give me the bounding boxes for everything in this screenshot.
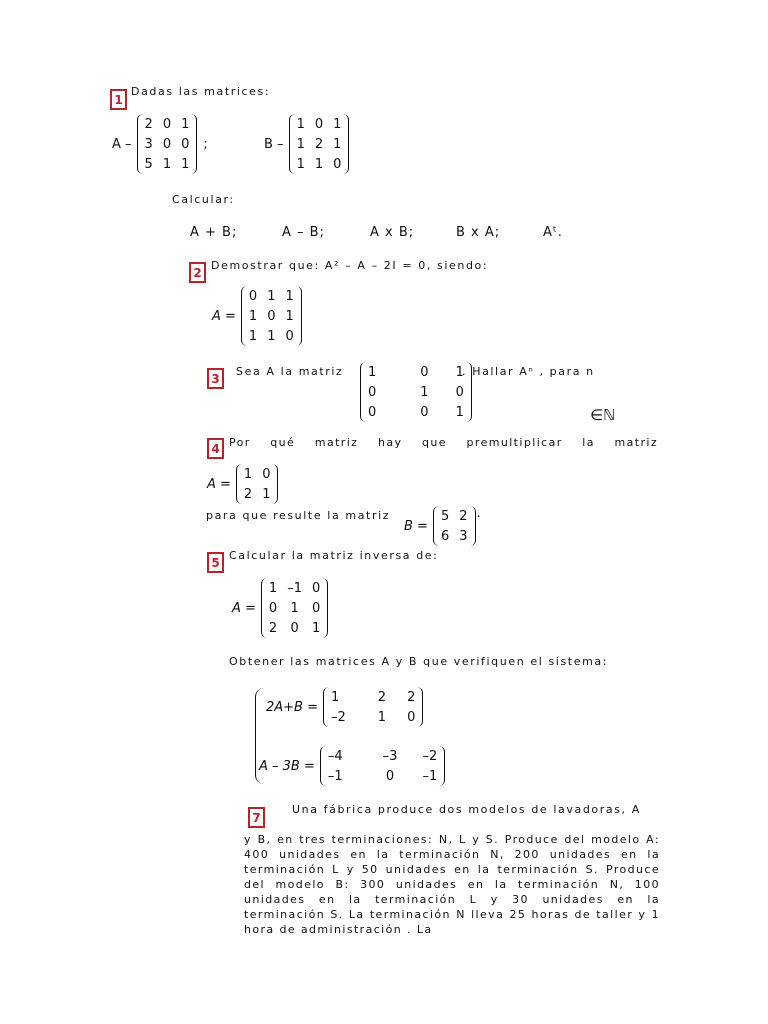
problem-7-body: y B, en tres terminaciones: N, L y S. Produce del modelo A: 400 unidades en la terminación N, 200 unidades en la terminación L y 50 unidades en la terminación S. Produce del modelo B: 300 unidades en la terminación N, 100 unidades en la terminación L y 30 unidades en la terminación S. La terminación N lleva 25 horas de taller y 1 hora de administración . La [244, 833, 660, 936]
natural-numbers-symbol: ∈ℕ [590, 406, 616, 424]
equation-2-label: A – 3B = [259, 758, 315, 774]
matrix-p4-a-table: 1 0 2 1 [243, 466, 271, 502]
problem-1-intro: Dadas las matrices: [131, 85, 271, 98]
op-prod-ba: B x A; [456, 225, 501, 240]
matrix-p4-b-period: . [476, 506, 481, 521]
matrix-p4-b-label: B = [404, 518, 428, 534]
matrix-p4-b-table: 5 2 6 3 [440, 508, 468, 544]
problem-3-after: . Hallar Aⁿ , para n [462, 365, 595, 378]
problem-4-text: Por qué matriz hay que premultiplicar la matriz [229, 436, 658, 449]
matrix-p2-label: A = [212, 308, 236, 324]
matrix-p5-label: A = [232, 600, 256, 616]
problem-number-5: 5 [207, 552, 224, 573]
matrix-p3-table: 1 0 1 0 1 0 0 0 1 [368, 364, 464, 420]
problem-4-text-2: para que resulte la matriz [206, 509, 391, 522]
problem-6-text: Obtener las matrices A y B que verifiquen el sistema: [229, 655, 609, 668]
matrix-a-table: 2 0 1 3 0 0 5 1 1 [144, 116, 190, 172]
matrix-a-separator: ; [203, 136, 208, 152]
problem-7-line-1: Una fábrica produce dos modelos de lavadoras, A [292, 803, 641, 816]
op-sum: A + B; [190, 225, 238, 240]
matrix-b-table: 1 0 1 1 2 1 1 1 0 [296, 116, 342, 172]
op-diff: A – B; [282, 225, 325, 240]
system-equation-2 [259, 746, 445, 786]
matrix-p5-table: 1 –1 0 0 1 0 2 0 1 [268, 580, 321, 636]
system-equation-1 [266, 687, 423, 727]
matrix-b-label: B – [264, 136, 284, 152]
matrix-p5 [232, 578, 328, 638]
problem-number-1: 1 [110, 89, 127, 110]
op-transpose: Aᵗ. [543, 225, 563, 240]
problem-number-4: 4 [207, 438, 224, 459]
problem-number-2: 2 [189, 262, 206, 283]
problem-number-7: 7 [248, 807, 265, 828]
matrix-a-1 [112, 114, 208, 174]
matrix-p2 [212, 286, 302, 346]
calcular-label: Calcular: [172, 193, 235, 206]
matrix-b-1 [264, 114, 349, 174]
matrix-p4-a-label: A = [207, 476, 231, 492]
matrix-p2-table: 0 1 1 1 0 1 1 1 0 [248, 288, 294, 344]
matrix-a-label: A – [112, 136, 132, 152]
equation-1-label: 2A+B = [266, 699, 318, 715]
problem-2-text: Demostrar que: A² – A – 2I = 0, siendo: [211, 259, 489, 272]
matrix-p4-a [207, 464, 278, 504]
equation-2-matrix: –4 –3 –2 –1 0 –1 [327, 748, 438, 784]
equation-1-matrix: 1 2 2 –2 1 0 [331, 689, 416, 725]
op-prod-ab: A x B; [370, 225, 415, 240]
problem-3-text: Sea A la matriz [236, 365, 344, 378]
matrix-p4-b [404, 506, 481, 546]
problem-number-3: 3 [207, 368, 224, 389]
matrix-p3 [360, 362, 472, 422]
problem-5-text: Calcular la matriz inversa de: [229, 549, 439, 562]
